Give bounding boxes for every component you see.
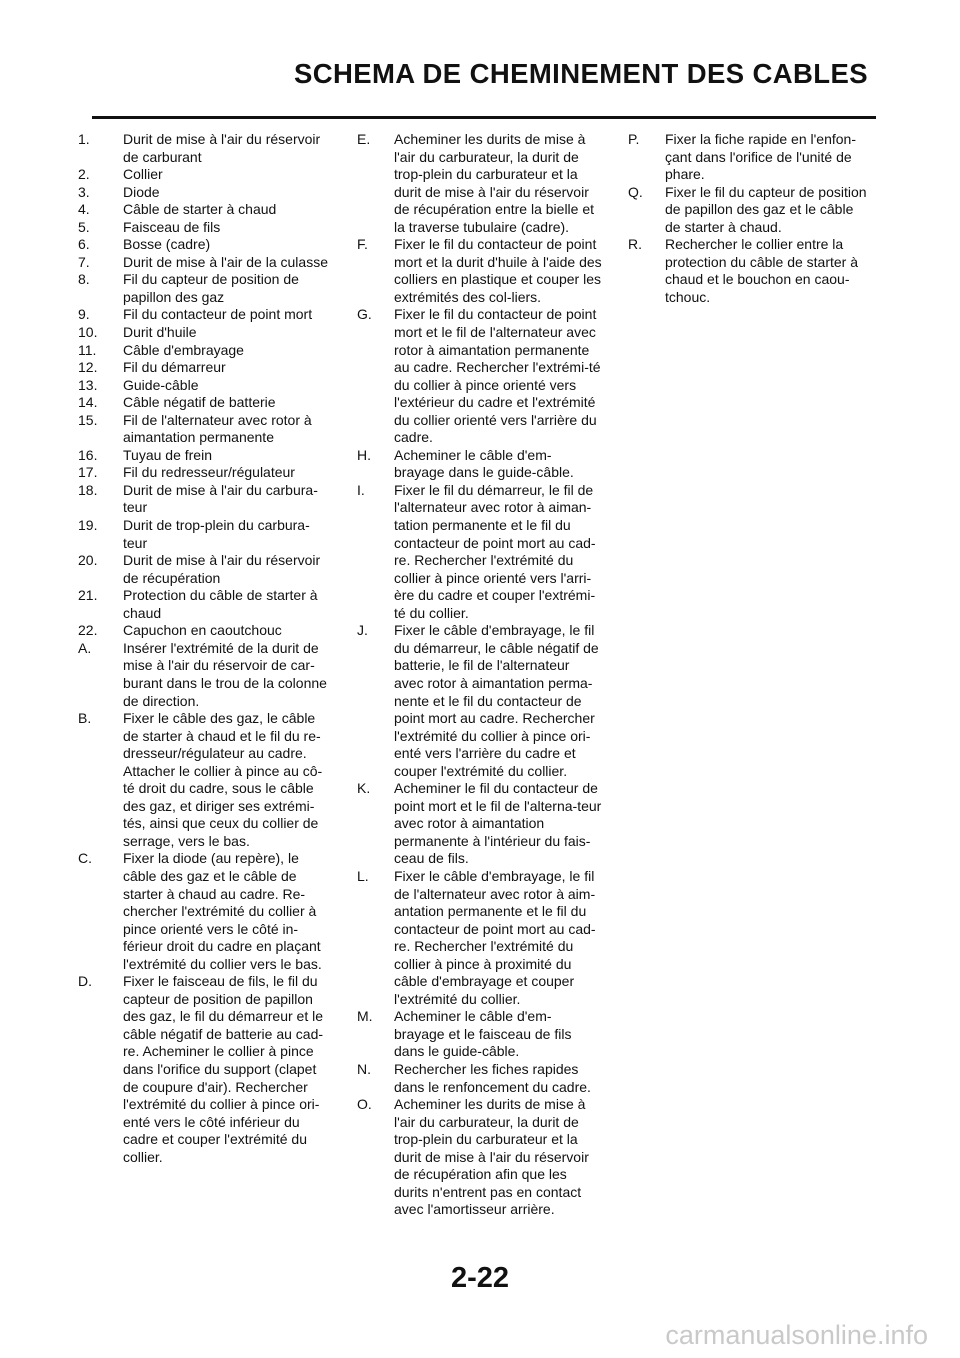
item-text: Acheminer le câble d'em-brayage et le faisceau de fils dans le guide-câble. [394,1008,572,1060]
list-item [78,271,332,306]
list-item [357,447,602,482]
list-item [78,640,332,710]
item-text: Tuyau de frein [123,446,212,463]
list-item [357,1096,602,1219]
item-key: P. [628,131,640,147]
list-item [78,482,332,517]
list-item [78,377,332,395]
item-text: Durit de trop-plein du carbura-teur [123,517,310,551]
item-key: M. [357,1008,373,1025]
item-text: Câble de starter à chaud [123,201,277,218]
list-item [628,236,870,306]
item-text: Fil du contacteur de point mort [123,306,313,323]
item-text: Diode [123,183,160,200]
list-item [78,394,332,412]
list-item [78,710,332,850]
item-key: 19. [78,517,98,534]
list-item [78,552,332,587]
list-item [357,482,602,622]
item-key: I. [357,481,365,498]
list-item [357,622,602,780]
item-text: Capuchon en caoutchouc [123,622,282,639]
list-item [357,131,602,236]
item-key: L. [357,867,369,884]
list-item [78,201,332,219]
item-text: Durit de mise à l'air de la culasse [123,253,328,270]
item-text: Collier [123,166,163,183]
item-text: Insérer l'extrémité de la durit de mise à l'air du réservoir de car-burant dans le trou de la colonne de direction. [123,639,327,709]
item-text: Acheminer le fil du contacteur de point mort et le fil de l'alterna-teur avec rotor à aimantation permanente à l'intérieur du fais-ceau de fils. [394,780,602,867]
item-key: 6. [78,236,90,253]
item-text: Fixer la fiche rapide en l'enfon-çant dans l'orifice de l'unité de phare. [665,131,856,183]
list-item [78,166,332,184]
item-key: 5. [78,218,90,235]
page-title: SCHEMA DE CHEMINEMENT DES CABLES [293,58,868,89]
item-key: 9. [78,306,90,323]
item-key: 16. [78,446,98,463]
list-item [78,587,332,622]
item-text: Faisceau de fils [123,218,221,235]
item-key: 18. [78,481,98,498]
list-item [357,868,602,1008]
item-key: 13. [78,376,98,393]
list-item [78,973,332,1166]
column-2 [357,131,602,1219]
page-number: 2-22 [450,1262,510,1294]
item-text: Fixer le faisceau de fils, le fil du capteur de position de papillon des gaz, le fil du démarreur et le câble négatif de batterie au cad-re. Acheminer le collier à pince dans l'orifice du support (clapet de coupure d'air). Rechercher l'extrémité du collier à pince ori-enté vers le côté inférieur du cadre et couper l'extrémité du collier. [123,973,324,1165]
item-key: 11. [78,341,97,358]
list-item [628,131,870,184]
item-key: H. [357,446,371,463]
list-item [78,359,332,377]
item-text: Fil du redresseur/régulateur [123,464,295,481]
list-item [78,622,332,640]
list-item [357,1008,602,1061]
item-key: R. [628,236,642,253]
list-item [78,324,332,342]
item-key: 3. [78,183,90,200]
item-key: F. [357,236,368,253]
item-key: B. [78,710,92,727]
list-item [357,306,602,446]
item-text: Acheminer les durits de mise à l'air du carburateur, la durit de trop-plein du carburateur et la durit de mise à l'air du réservoir de récupération entre la bielle et la traverse tubulaire (cadre). [394,131,595,235]
list-item [357,1061,602,1096]
list-item [357,780,602,868]
item-text: Durit de mise à l'air du réservoir de carburant [123,131,321,165]
header-rule [92,116,876,119]
list-item [78,306,332,324]
item-key: 21. [78,587,98,604]
item-key: O. [357,1096,372,1113]
item-text: Durit de mise à l'air du réservoir de récupération [123,552,321,586]
item-text: Câble d'embrayage [123,341,244,358]
list-item [78,184,332,202]
item-text: Fil du capteur de position de papillon des gaz [123,271,299,305]
item-text: Rechercher le collier entre la protection du câble de starter à chaud et le bouchon en caou-tchouc. [665,236,859,305]
item-text: Acheminer les durits de mise à l'air du carburateur, la durit de trop-plein du carburateur et la durit de mise à l'air du réservoir de récupération afin que les durits n'entrent pas en contact avec l'amortisseur arrière. [394,1096,589,1218]
item-text: Rechercher les fiches rapides dans le renfoncement du cadre. [394,1060,591,1095]
item-key: 17. [78,464,98,481]
item-key: 1. [78,131,90,147]
list-item [357,236,602,306]
item-text: Fixer le câble des gaz, le câble de starter à chaud et le fil du re-dresseur/régulateur au cadre. Attacher le collier à pince au cô-té droit du cadre, sous le câble des gaz, et diriger ses extrémi-tés, ainsi que ceux du collier de serrage, vers le bas. [123,710,323,849]
list-item [78,517,332,552]
item-text: Câble négatif de batterie [123,394,276,411]
list-item [628,184,870,237]
item-key: 10. [78,324,98,341]
item-text: Fixer le fil du démarreur, le fil de l'alternateur avec rotor à aiman-tation permanente et le fil du contacteur de point mort au cad-re. Rechercher l'extrémité du collier à pince orienté vers l'arri-ère du cadre et couper l'extrémi-té du collier. [394,481,596,621]
item-text: Protection du câble de starter à chaud [123,587,318,621]
item-key: 2. [78,166,90,183]
list-item [78,342,332,360]
item-text: Guide-câble [123,376,199,393]
list-item [78,850,332,973]
item-key: N. [357,1060,371,1077]
item-key: G. [357,306,372,323]
list-item [78,131,332,166]
item-key: D. [78,973,92,990]
item-text: Fixer le câble d'embrayage, le fil du démarreur, le câble négatif de batterie, le fil de l'alternateur avec rotor à aimantation perma-nente et le fil du contacteur de point mort au cadre. Rechercher l'extrémité du collier à pince ori-enté vers l'arrière du cadre et couper l'extrémité du collier. [394,622,599,779]
item-text: Durit d'huile [123,324,197,341]
item-text: Fixer la diode (au repère), le câble des gaz et le câble de starter à chaud au cadre. Re-chercher l'extrémité du collier à pince orienté vers le côté in-férieur droit du cadre en plaçant l'extrémité du collier vers le bas. [123,850,322,972]
item-key: 8. [78,271,90,288]
item-key: 22. [78,622,98,639]
column-3 [628,131,870,306]
list-item [78,412,332,447]
item-key: E. [357,131,371,147]
list-item [78,219,332,237]
item-text: Bosse (cadre) [123,236,211,253]
item-key: C. [78,850,92,867]
item-text: Fixer le fil du contacteur de point mort et la durit d'huile à l'aide des colliers en plastique et couper les extrémités des col-liers. [394,236,602,305]
list-item [78,464,332,482]
item-text: Fil de l'alternateur avec rotor à aimantation permanente [123,411,312,446]
watermark: carmanualsonline.info [665,1320,928,1350]
item-text: Fixer le fil du contacteur de point mort et le fil de l'alternateur avec rotor à aimantation permanente au cadre. Rechercher l'extrémi-té du collier à pince orienté vers l'extérieur du cadre et l'extrémité du collier orienté vers l'arrière du cadre. [394,306,601,446]
item-text: Fixer le câble d'embrayage, le fil de l'alternateur avec rotor à aim-antation permanente et le fil du contacteur de point mort au cad-re. Rechercher l'extrémité du collier à pince à proximité du câble d'embrayage et couper l'extrémité du collier. [394,867,596,1007]
column-1 [78,131,332,1166]
item-key: Q. [628,183,643,200]
item-key: 15. [78,411,98,428]
item-key: 20. [78,552,98,569]
item-key: J. [357,622,368,639]
item-text: Acheminer le câble d'em-brayage dans le guide-câble. [394,446,574,481]
item-key: 7. [78,253,90,270]
list-item [78,236,332,254]
list-item [78,254,332,272]
item-text: Fixer le fil du capteur de position de papillon des gaz et le câble de starter à chaud. [665,183,867,235]
list-item [78,447,332,465]
item-key: A. [78,639,92,656]
item-text: Fil du démarreur [123,359,226,376]
item-text: Durit de mise à l'air du carbura-teur [123,481,318,516]
item-key: 12. [78,359,98,376]
item-key: 14. [78,394,98,411]
item-key: 4. [78,201,90,218]
item-key: K. [357,780,371,797]
